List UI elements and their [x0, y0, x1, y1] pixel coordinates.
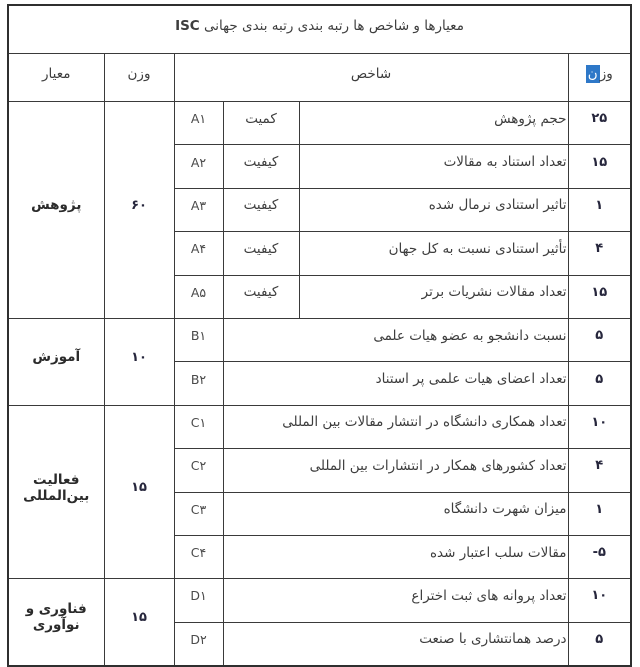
- indicator-name: تعداد همکاری دانشگاه در انتشار مقالات بین المللی: [223, 405, 568, 448]
- indicator-code: A۴: [174, 232, 223, 275]
- indicator-code: A۳: [174, 188, 223, 231]
- table-title-isc: ISC: [175, 18, 200, 34]
- indicator-weight: ۱۰: [568, 579, 631, 622]
- document-page: [7, 4, 632, 667]
- indicator-weight: ۵: [568, 622, 631, 665]
- indicator-weight: ۱: [568, 492, 631, 535]
- indicator-weight: ۱۵: [568, 275, 631, 318]
- indicator-weight: ۱۵: [568, 145, 631, 188]
- header-weight2-text: وز: [599, 66, 613, 82]
- indicator-name: تعداد استناد به مقالات: [299, 145, 568, 188]
- table-row: [8, 579, 631, 622]
- indicator-code: D۲: [174, 622, 223, 665]
- criterion-international-activity: فعالیت بین‌المللی: [8, 405, 104, 579]
- indicator-code: B۱: [174, 318, 223, 361]
- header-criterion: معیار: [8, 54, 104, 102]
- criterion-weight: ۱۰: [104, 318, 174, 405]
- indicator-weight: ۱: [568, 188, 631, 231]
- table-row: [8, 405, 631, 448]
- indicator-name: تعداد مقالات نشریات برتر: [299, 275, 568, 318]
- text-selection-highlight: ن: [587, 66, 598, 82]
- indicator-weight: ۴: [568, 232, 631, 275]
- indicator-name: تأثیر استنادی نسبت به کل جهان: [299, 232, 568, 275]
- indicator-type: کیفیت: [223, 145, 299, 188]
- indicator-name: تعداد اعضای هیات علمی پر استناد: [223, 362, 568, 405]
- indicator-name: تعداد پروانه های ثبت اختراع: [223, 579, 568, 622]
- indicator-code: C۱: [174, 405, 223, 448]
- indicator-code: B۲: [174, 362, 223, 405]
- table-row: [8, 102, 631, 145]
- indicator-code: D۱: [174, 579, 223, 622]
- indicator-type: کیفیت: [223, 275, 299, 318]
- indicator-code: A۱: [174, 102, 223, 145]
- indicator-weight: ۱۰: [568, 405, 631, 448]
- indicator-name: تاثیر استنادی نرمال شده: [299, 188, 568, 231]
- indicator-name: نسبت دانشجو به عضو هیات علمی: [223, 318, 568, 361]
- indicator-code: A۲: [174, 145, 223, 188]
- indicator-weight: ۵: [568, 362, 631, 405]
- table-title: [8, 5, 631, 54]
- indicator-code: C۲: [174, 449, 223, 492]
- indicator-code: C۴: [174, 535, 223, 578]
- indicator-weight: -۵: [568, 535, 631, 578]
- header-indicator-weight: [568, 54, 631, 102]
- criterion-weight: ۶۰: [104, 102, 174, 319]
- indicator-type: کیفیت: [223, 232, 299, 275]
- criterion-weight: ۱۵: [104, 405, 174, 579]
- header-indicator: شاخص: [174, 54, 568, 102]
- indicator-type: کمیت: [223, 102, 299, 145]
- title-row: [8, 5, 631, 54]
- criterion-technology-innovation: فناوری و نوآوری: [8, 579, 104, 666]
- indicator-name: درصد همانتشاری با صنعت: [223, 622, 568, 665]
- criterion-weight: ۱۵: [104, 579, 174, 666]
- indicator-code: C۳: [174, 492, 223, 535]
- criteria-indicators-table: [7, 4, 632, 667]
- indicator-type: کیفیت: [223, 188, 299, 231]
- indicator-name: تعداد کشورهای همکار در انتشارات بین المللی: [223, 449, 568, 492]
- indicator-name: مقالات سلب اعتبار شده: [223, 535, 568, 578]
- indicator-weight: ۴: [568, 449, 631, 492]
- criterion-research: پژوهش: [8, 102, 104, 319]
- indicator-name: میزان شهرت دانشگاه: [223, 492, 568, 535]
- table-row: [8, 318, 631, 361]
- indicator-weight: ۵: [568, 318, 631, 361]
- header-row: [8, 54, 631, 102]
- indicator-weight: ۲۵: [568, 102, 631, 145]
- indicator-code: A۵: [174, 275, 223, 318]
- criterion-education: آموزش: [8, 318, 104, 405]
- indicator-name: حجم پژوهش: [299, 102, 568, 145]
- header-weight: وزن: [104, 54, 174, 102]
- table-title-fa: معیارها و شاخص ها رتبه بندی رتبه بندی جهانی: [204, 18, 464, 34]
